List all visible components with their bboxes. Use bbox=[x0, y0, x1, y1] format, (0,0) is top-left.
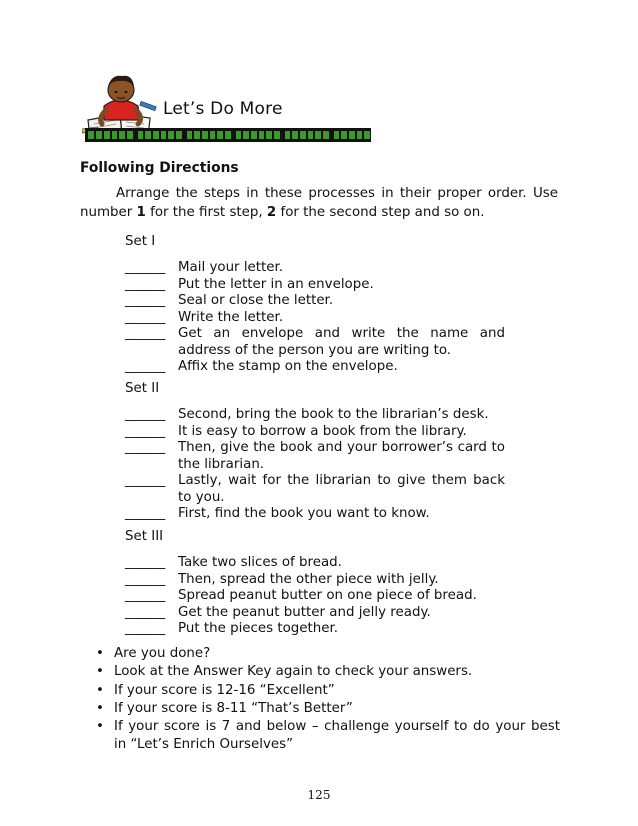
step-text bbox=[178, 572, 505, 589]
bullet-icon: • bbox=[96, 700, 104, 716]
bar-segment bbox=[104, 131, 110, 139]
instructions-text: number bbox=[80, 204, 137, 220]
bar-segment bbox=[217, 131, 223, 139]
step-item bbox=[125, 293, 505, 310]
bar-segment bbox=[168, 131, 174, 139]
bar-segment bbox=[210, 131, 215, 139]
answer-blank[interactable]: ______ bbox=[125, 326, 166, 341]
page-number: 125 bbox=[307, 788, 331, 802]
step-item bbox=[125, 407, 505, 424]
step-item bbox=[125, 359, 505, 376]
checklist-item bbox=[96, 718, 560, 755]
step-text bbox=[178, 407, 505, 424]
answer-blank[interactable]: ______ bbox=[125, 359, 166, 374]
instructions-number-2: 2 bbox=[266, 204, 277, 220]
instructions-paragraph bbox=[80, 185, 558, 222]
bar-segment bbox=[274, 131, 280, 139]
instructions-text: for the first step, bbox=[145, 204, 267, 220]
step-item bbox=[125, 588, 505, 605]
bar-segment bbox=[315, 131, 321, 139]
step-text-line: address of the person you are writing to. bbox=[178, 342, 452, 358]
bar-segment bbox=[187, 131, 192, 139]
instructions-line1: Arrange the steps in these processes in their proper order. Use bbox=[116, 186, 558, 201]
checklist-text: Look at the Answer Key again to check your answers. bbox=[114, 664, 473, 680]
answer-blank[interactable]: ______ bbox=[125, 571, 166, 587]
bar-segment bbox=[161, 131, 166, 139]
checklist-text: If your score is 12-16 “Excellent” bbox=[114, 682, 335, 698]
answer-blank[interactable]: ______ bbox=[125, 473, 166, 488]
checklist-item bbox=[96, 700, 560, 718]
step-text-line: Get an envelope and write the name and bbox=[178, 326, 505, 341]
answer-blank[interactable]: ______ bbox=[125, 621, 166, 636]
answer-blank[interactable]: ______ bbox=[125, 407, 166, 422]
step-item bbox=[125, 473, 505, 506]
section-heading: Following Directions bbox=[80, 160, 239, 176]
bar-segment bbox=[145, 131, 151, 139]
set-label: Set I bbox=[125, 234, 156, 249]
bullet-icon: • bbox=[96, 682, 104, 698]
instructions-number-1: 1 bbox=[136, 204, 146, 220]
bar-segment bbox=[88, 131, 94, 139]
step-text bbox=[178, 506, 505, 523]
step-text-line: Get the peanut butter and jelly ready. bbox=[178, 604, 431, 620]
bar-segment bbox=[225, 131, 231, 139]
set-label: Set III bbox=[125, 529, 164, 544]
bar-segment bbox=[96, 131, 102, 139]
answer-blank[interactable]: ______ bbox=[125, 276, 166, 292]
step-text-line: Then, spread the other piece with jelly. bbox=[178, 571, 439, 587]
bar-segment bbox=[292, 131, 298, 139]
step-text bbox=[178, 424, 505, 441]
answer-blank[interactable]: ______ bbox=[125, 555, 166, 570]
answer-blank[interactable]: ______ bbox=[125, 309, 166, 325]
page-title: Let’s Do More bbox=[163, 99, 283, 119]
answer-blank[interactable]: ______ bbox=[125, 423, 166, 439]
answer-blank[interactable]: ______ bbox=[125, 260, 166, 275]
step-text-line: Write the letter. bbox=[178, 309, 284, 325]
bar-segment bbox=[349, 131, 355, 139]
checklist-text: If your score is 7 and below – challenge yourself to do your best bbox=[114, 719, 560, 735]
step-item bbox=[125, 605, 505, 622]
bar-segment bbox=[153, 131, 159, 139]
step-item bbox=[125, 277, 505, 294]
bar-segment bbox=[285, 131, 290, 139]
bar-segment bbox=[112, 131, 117, 139]
step-text bbox=[178, 277, 505, 294]
bar-segment bbox=[300, 131, 306, 139]
step-item bbox=[125, 424, 505, 441]
bullet-icon: • bbox=[96, 719, 104, 735]
step-text-line: Affix the stamp on the envelope. bbox=[178, 359, 398, 374]
step-text bbox=[178, 605, 505, 622]
step-text-line: Take two slices of bread. bbox=[178, 555, 342, 570]
step-text-line: the librarian. bbox=[178, 456, 265, 472]
step-text bbox=[178, 310, 505, 327]
bar-segment bbox=[202, 131, 208, 139]
answer-blank[interactable]: ______ bbox=[125, 440, 166, 455]
answer-blank[interactable]: ______ bbox=[125, 588, 166, 603]
step-text bbox=[178, 326, 505, 359]
answer-blank[interactable]: ______ bbox=[125, 293, 166, 308]
checklist bbox=[96, 645, 560, 755]
bar-segment bbox=[364, 131, 370, 139]
step-text-line: to you. bbox=[178, 489, 225, 505]
bar-segment bbox=[357, 131, 362, 139]
bar-segment bbox=[251, 131, 257, 139]
bar-segment bbox=[176, 131, 182, 139]
bar-segment bbox=[138, 131, 143, 139]
step-item bbox=[125, 260, 505, 277]
step-item bbox=[125, 555, 505, 572]
checklist-item bbox=[96, 663, 560, 681]
step-item bbox=[125, 506, 505, 523]
step-text-line: Lastly, wait for the librarian to give them back bbox=[178, 473, 505, 488]
checklist-text: Are you done? bbox=[114, 646, 211, 661]
bar-segment bbox=[259, 131, 264, 139]
bar-segment bbox=[341, 131, 347, 139]
bar-segment bbox=[266, 131, 272, 139]
checklist-item bbox=[96, 682, 560, 700]
set-label: Set II bbox=[125, 381, 160, 396]
step-text-line: Put the letter in an envelope. bbox=[178, 276, 374, 292]
instructions-text: for the second step and so on. bbox=[276, 204, 485, 220]
bar-segment bbox=[119, 131, 125, 139]
checklist-text: If your score is 8-11 “That’s Better” bbox=[114, 700, 353, 716]
step-text bbox=[178, 260, 505, 277]
step-text bbox=[178, 359, 505, 376]
bar-segment bbox=[236, 131, 241, 139]
bullet-icon: • bbox=[96, 664, 104, 680]
bar-segment bbox=[334, 131, 339, 139]
step-item bbox=[125, 326, 505, 359]
step-text bbox=[178, 440, 505, 473]
step-item bbox=[125, 440, 505, 473]
step-item bbox=[125, 310, 505, 327]
checklist-item bbox=[96, 645, 560, 663]
bullet-icon: • bbox=[96, 646, 104, 661]
bar-segment bbox=[308, 131, 313, 139]
step-text-line: Then, give the book and your borrower’s card to bbox=[178, 440, 505, 455]
step-item bbox=[125, 621, 505, 638]
step-text bbox=[178, 588, 505, 605]
step-text-line: It is easy to borrow a book from the library. bbox=[178, 423, 467, 439]
step-item bbox=[125, 572, 505, 589]
step-text-line: First, find the book you want to know. bbox=[178, 506, 430, 521]
step-text-line: Put the pieces together. bbox=[178, 621, 339, 636]
step-text-line: Spread peanut butter on one piece of bread. bbox=[178, 588, 477, 603]
step-text-line: Mail your letter. bbox=[178, 260, 284, 275]
bar-segment bbox=[127, 131, 133, 139]
step-text bbox=[178, 555, 505, 572]
bar-segment bbox=[323, 131, 329, 139]
step-text bbox=[178, 293, 505, 310]
bar-segment bbox=[194, 131, 200, 139]
step-text bbox=[178, 473, 505, 506]
checklist-text: in “Let’s Enrich Ourselves” bbox=[114, 737, 294, 753]
step-text bbox=[178, 621, 505, 638]
bar-segment bbox=[243, 131, 249, 139]
header-divider-bar bbox=[85, 128, 371, 142]
answer-blank[interactable]: ______ bbox=[125, 506, 166, 521]
step-text-line: Seal or close the letter. bbox=[178, 293, 334, 308]
step-text-line: Second, bring the book to the librarian’s desk. bbox=[178, 407, 489, 422]
answer-blank[interactable]: ______ bbox=[125, 604, 166, 620]
